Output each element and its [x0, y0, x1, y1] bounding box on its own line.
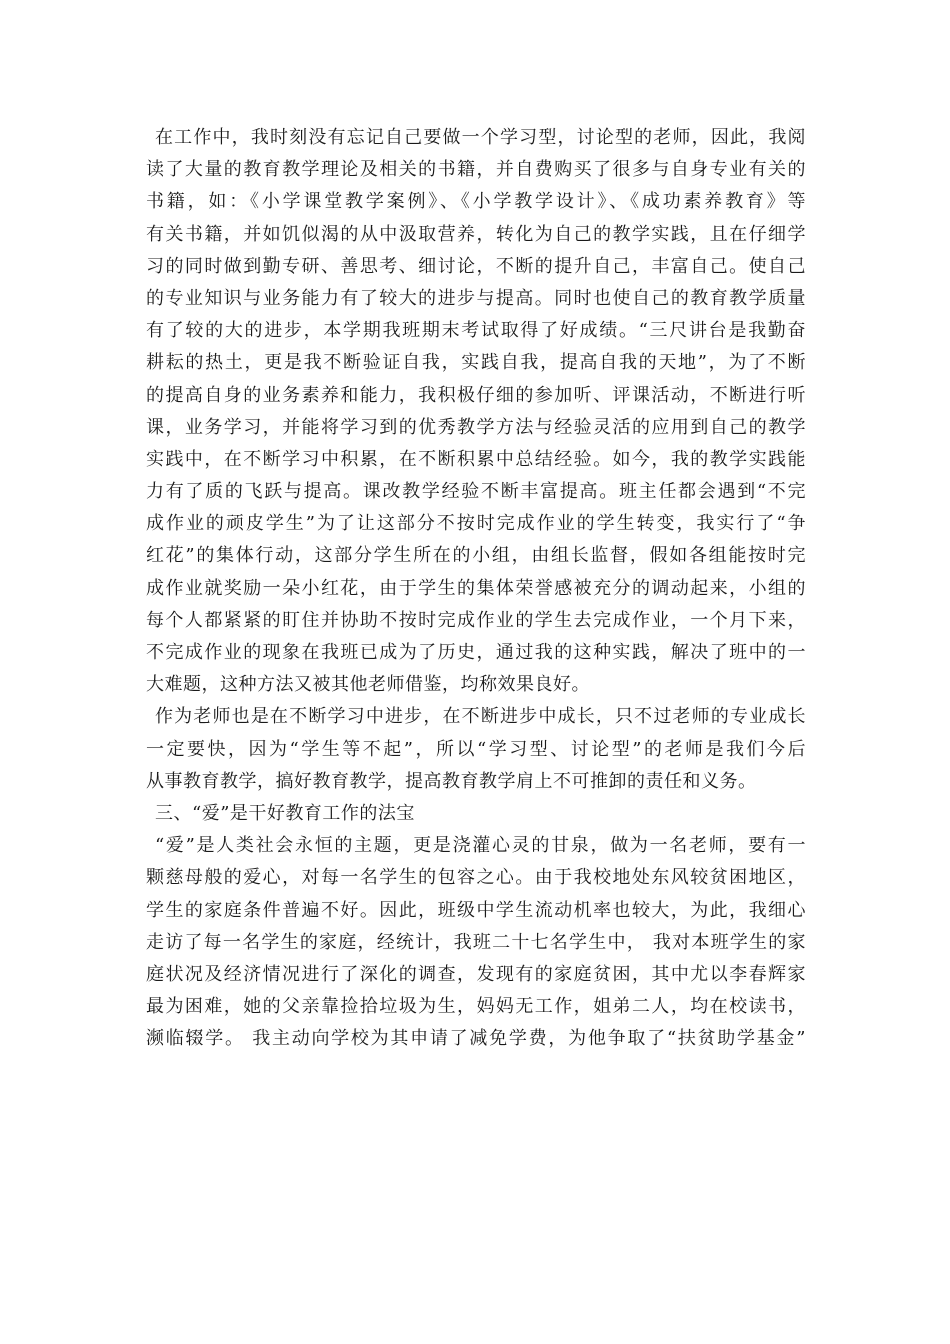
text-line: 的专业知识与业务能力有了较大的进步与提高。同时也使自己的教育教学质量: [146, 287, 806, 309]
text-line: 作为老师也是在不断学习中进步，在不断进步中成长，只不过老师的专业成长: [155, 706, 806, 728]
text-line: 成作业的顽皮学生”为了让这部分不按时完成作业的学生转变，我实行了“争: [146, 513, 806, 535]
text-line: 最为困难，她的父亲靠捡拾垃圾为生，妈妈无工作，姐弟二人，均在校读书，: [146, 996, 806, 1018]
text-line: 不完成作业的现象在我班已成为了历史，通过我的这种实践，解决了班中的一: [146, 642, 806, 663]
text-line: 实践中，在不断学习中积累，在不断积累中总结经验。如今，我的教学实践能: [146, 448, 806, 470]
text-line: 有了较的大的进步，本学期我班期末考试取得了好成绩。“三尺讲台是我勤奋: [146, 320, 806, 342]
text-line: “爱”是人类社会永恒的主题，更是浇灌心灵的甘泉，做为一名老师，要有一: [155, 835, 806, 857]
text-line: 红花”的集体行动，这部分学生所在的小组，由组长监督，假如各组能按时完: [146, 545, 806, 567]
text-line: 学生的家庭条件普遍不好。因此，班级中学生流动机率也较大，为此，我细心: [146, 899, 806, 921]
text-line: 读了大量的教育教学理论及相关的书籍，并自费购买了很多与自身专业有关的: [146, 159, 806, 181]
text-line: 的提高自身的业务素养和能力，我积极仔细的参加听、评课活动，不断进行听: [146, 384, 806, 406]
text-line: 颗慈母般的爱心，对每一名学生的包容之心。由于我校地处东风较贫困地区，: [146, 867, 806, 889]
text-line: 在工作中，我时刻没有忘记自己要做一个学习型，讨论型的老师，因此，我阅: [155, 127, 806, 148]
text-line: 一定要快，因为“学生等不起”，所以“学习型、讨论型”的老师是我们今后: [146, 738, 806, 760]
text-line: 习的同时做到勤专研、善思考、细讨论，不断的提升自己，丰富自己。使自己: [146, 255, 806, 277]
text-line: 每个人都紧紧的盯住并协助不按时完成作业的学生去完成作业，一个月下来，: [146, 609, 806, 631]
text-line: 成作业就奖励一朵小红花，由于学生的集体荣誉感被充分的调动起来，小组的: [146, 577, 806, 599]
document-body: [146, 122, 806, 1055]
text-line: 书籍，如：《小学课堂教学案例》、《小学教学设计》、《成功素养教育》等: [146, 191, 806, 213]
text-line: 耕耘的热土，更是我不断验证自我，实践自我，提高自我的天地”，为了不断: [146, 352, 806, 374]
text-line: 庭状况及经济情况进行了深化的调查，发现有的家庭贫困，其中尤以李春辉家: [146, 963, 806, 985]
section-heading: 三、“爱”是干好教育工作的法宝: [155, 802, 415, 824]
text-line: 走访了每一名学生的家庭，经统计，我班二十七名学生中， 我对本班学生的家: [146, 931, 806, 953]
text-line: 从事教育教学，搞好教育教学，提高教育教学肩上不可推卸的责任和义务。: [146, 770, 757, 792]
text-line: 濒临辍学。 我主动向学校为其申请了减免学费，为他争取了“扶贫助学基金”: [146, 1028, 806, 1050]
text-line: 课，业务学习，并能将学习到的优秀教学方法与经验灵活的应用到自己的教学: [146, 416, 806, 438]
text-line: 有关书籍，并如饥似渴的从中汲取营养，转化为自己的教学实践，且在仔细学: [146, 223, 806, 245]
text-line: 大难题，这种方法又被其他老师借鉴，均称效果良好。: [146, 674, 590, 696]
text-line: 力有了质的飞跃与提高。课改教学经验不断丰富提高。班主任都会遇到“不完: [146, 481, 806, 503]
